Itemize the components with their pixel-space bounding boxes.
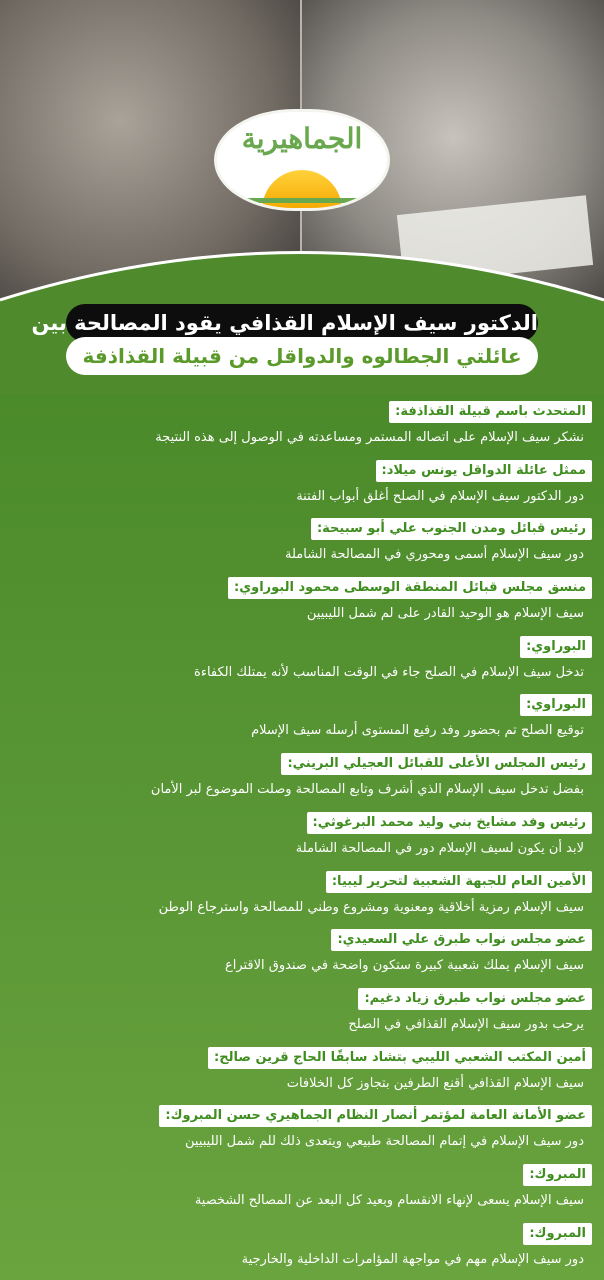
speaker-label: رئيس قبائل ومدن الجنوب علي أبو سبيحة:	[311, 518, 592, 540]
speaker-label: رئيس المجلس الأعلى للقبائل العجيلي البريني:	[281, 753, 592, 775]
speaker-label: أمين المكتب الشعبي الليبي بتشاد سابقًا الحاج قرين صالح:	[208, 1047, 592, 1069]
quotes-list	[12, 400, 592, 1280]
jamahiriya-logo	[217, 112, 387, 208]
list-item	[12, 693, 592, 752]
quote-text: يرحب بدور سيف الإسلام القذافي في الصلح	[348, 1016, 584, 1032]
quote-text: دور الدكتور سيف الإسلام في الصلح أغلق أبواب الفتنة	[296, 488, 584, 504]
list-item	[12, 987, 592, 1046]
speaker-label: عضو مجلس نواب طبرق علي السعيدي:	[331, 929, 592, 951]
quote-text: لابد أن يكون لسيف الإسلام دور في المصالحة الشاملة	[295, 840, 584, 856]
list-item	[12, 752, 592, 811]
list-item	[12, 459, 592, 518]
speaker-label: البوراوي:	[520, 636, 592, 658]
quote-text: توقيع الصلح تم بحضور وفد رفيع المستوى أرسله سيف الإسلام	[251, 723, 584, 739]
quote-text: نشكر سيف الإسلام على اتصاله المستمر ومساعدته في الوصول إلى هذه النتيجة	[155, 430, 584, 445]
quote-text: دور سيف الإسلام أسمى ومحوري في المصالحة الشاملة	[285, 547, 584, 563]
speaker-label: منسق مجلس قبائل المنطقة الوسطى محمود البوراوي:	[228, 577, 592, 599]
list-item	[12, 517, 592, 576]
speaker-label: المبروك:	[523, 1164, 592, 1186]
list-item	[12, 635, 592, 694]
list-item	[12, 870, 592, 929]
quote-text: سيف الإسلام القذافي أقنع الطرفين بتجاوز كل الخلافات	[286, 1075, 584, 1091]
speaker-label: المبروك:	[523, 1223, 592, 1245]
speaker-label: عضو الأمانة العامة لمؤتمر أنصار النظام الجماهيري حسن المبروك:	[159, 1105, 592, 1127]
speaker-label: البوراوي:	[520, 694, 592, 716]
speaker-label: رئيس وفد مشايخ بني وليد محمد البرغوثي:	[307, 812, 592, 834]
list-item	[12, 1163, 592, 1222]
speaker-label: المتحدث باسم قبيلة القذاذفة:	[389, 401, 592, 423]
list-item	[12, 811, 592, 870]
logo-text: الجماهيرية	[241, 122, 363, 155]
list-item	[12, 1222, 592, 1280]
list-item	[12, 928, 592, 987]
quote-text: سيف الإسلام يملك شعبية كبيرة ستكون واضحة في صندوق الاقتراع	[224, 958, 584, 974]
logo-base-line	[237, 198, 367, 203]
list-item	[12, 1046, 592, 1105]
quote-text: بفضل تدخل سيف الإسلام الذي أشرف وتابع المصالحة وصلت الموضوع لبر الأمان	[150, 782, 584, 798]
quote-text: دور سيف الإسلام في إتمام المصالحة طبيعي ويتعدى ذلك للم شمل الليبيين	[185, 1134, 584, 1150]
quote-text: سيف الإسلام هو الوحيد القادر على لم شمل الليبيين	[306, 606, 584, 622]
quote-text: سيف الإسلام رمزية أخلاقية ومعنوية ومشروع وطني للمصالحة واسترجاع الوطن	[158, 899, 584, 915]
quote-text: سيف الإسلام يسعى لإنهاء الانقسام وبعيد كل البعد عن المصالح الشخصية	[194, 1192, 584, 1208]
quote-text: دور سيف الإسلام مهم في مواجهة المؤامرات الداخلية والخارجية	[241, 1251, 584, 1267]
speaker-label: الأمين العام للجبهة الشعبية لتحرير ليبيا:	[326, 871, 592, 893]
headline-line-1: الدكتور سيف الإسلام القذافي يقود المصالحة بين	[66, 304, 538, 342]
speaker-label: عضو مجلس نواب طبرق زياد دغيم:	[358, 988, 592, 1010]
headline-line-2: عائلتي الجطالوه والدواقل من قبيلة القذاذفة	[66, 337, 538, 375]
list-item	[12, 576, 592, 635]
speaker-label: ممثل عائلة الدواقل يونس ميلاد:	[376, 460, 593, 482]
list-item	[12, 1104, 592, 1163]
quote-text: تدخل سيف الإسلام في الصلح جاء في الوقت المناسب لأنه يمتلك الكفاءة	[194, 664, 584, 680]
list-item	[12, 400, 592, 459]
